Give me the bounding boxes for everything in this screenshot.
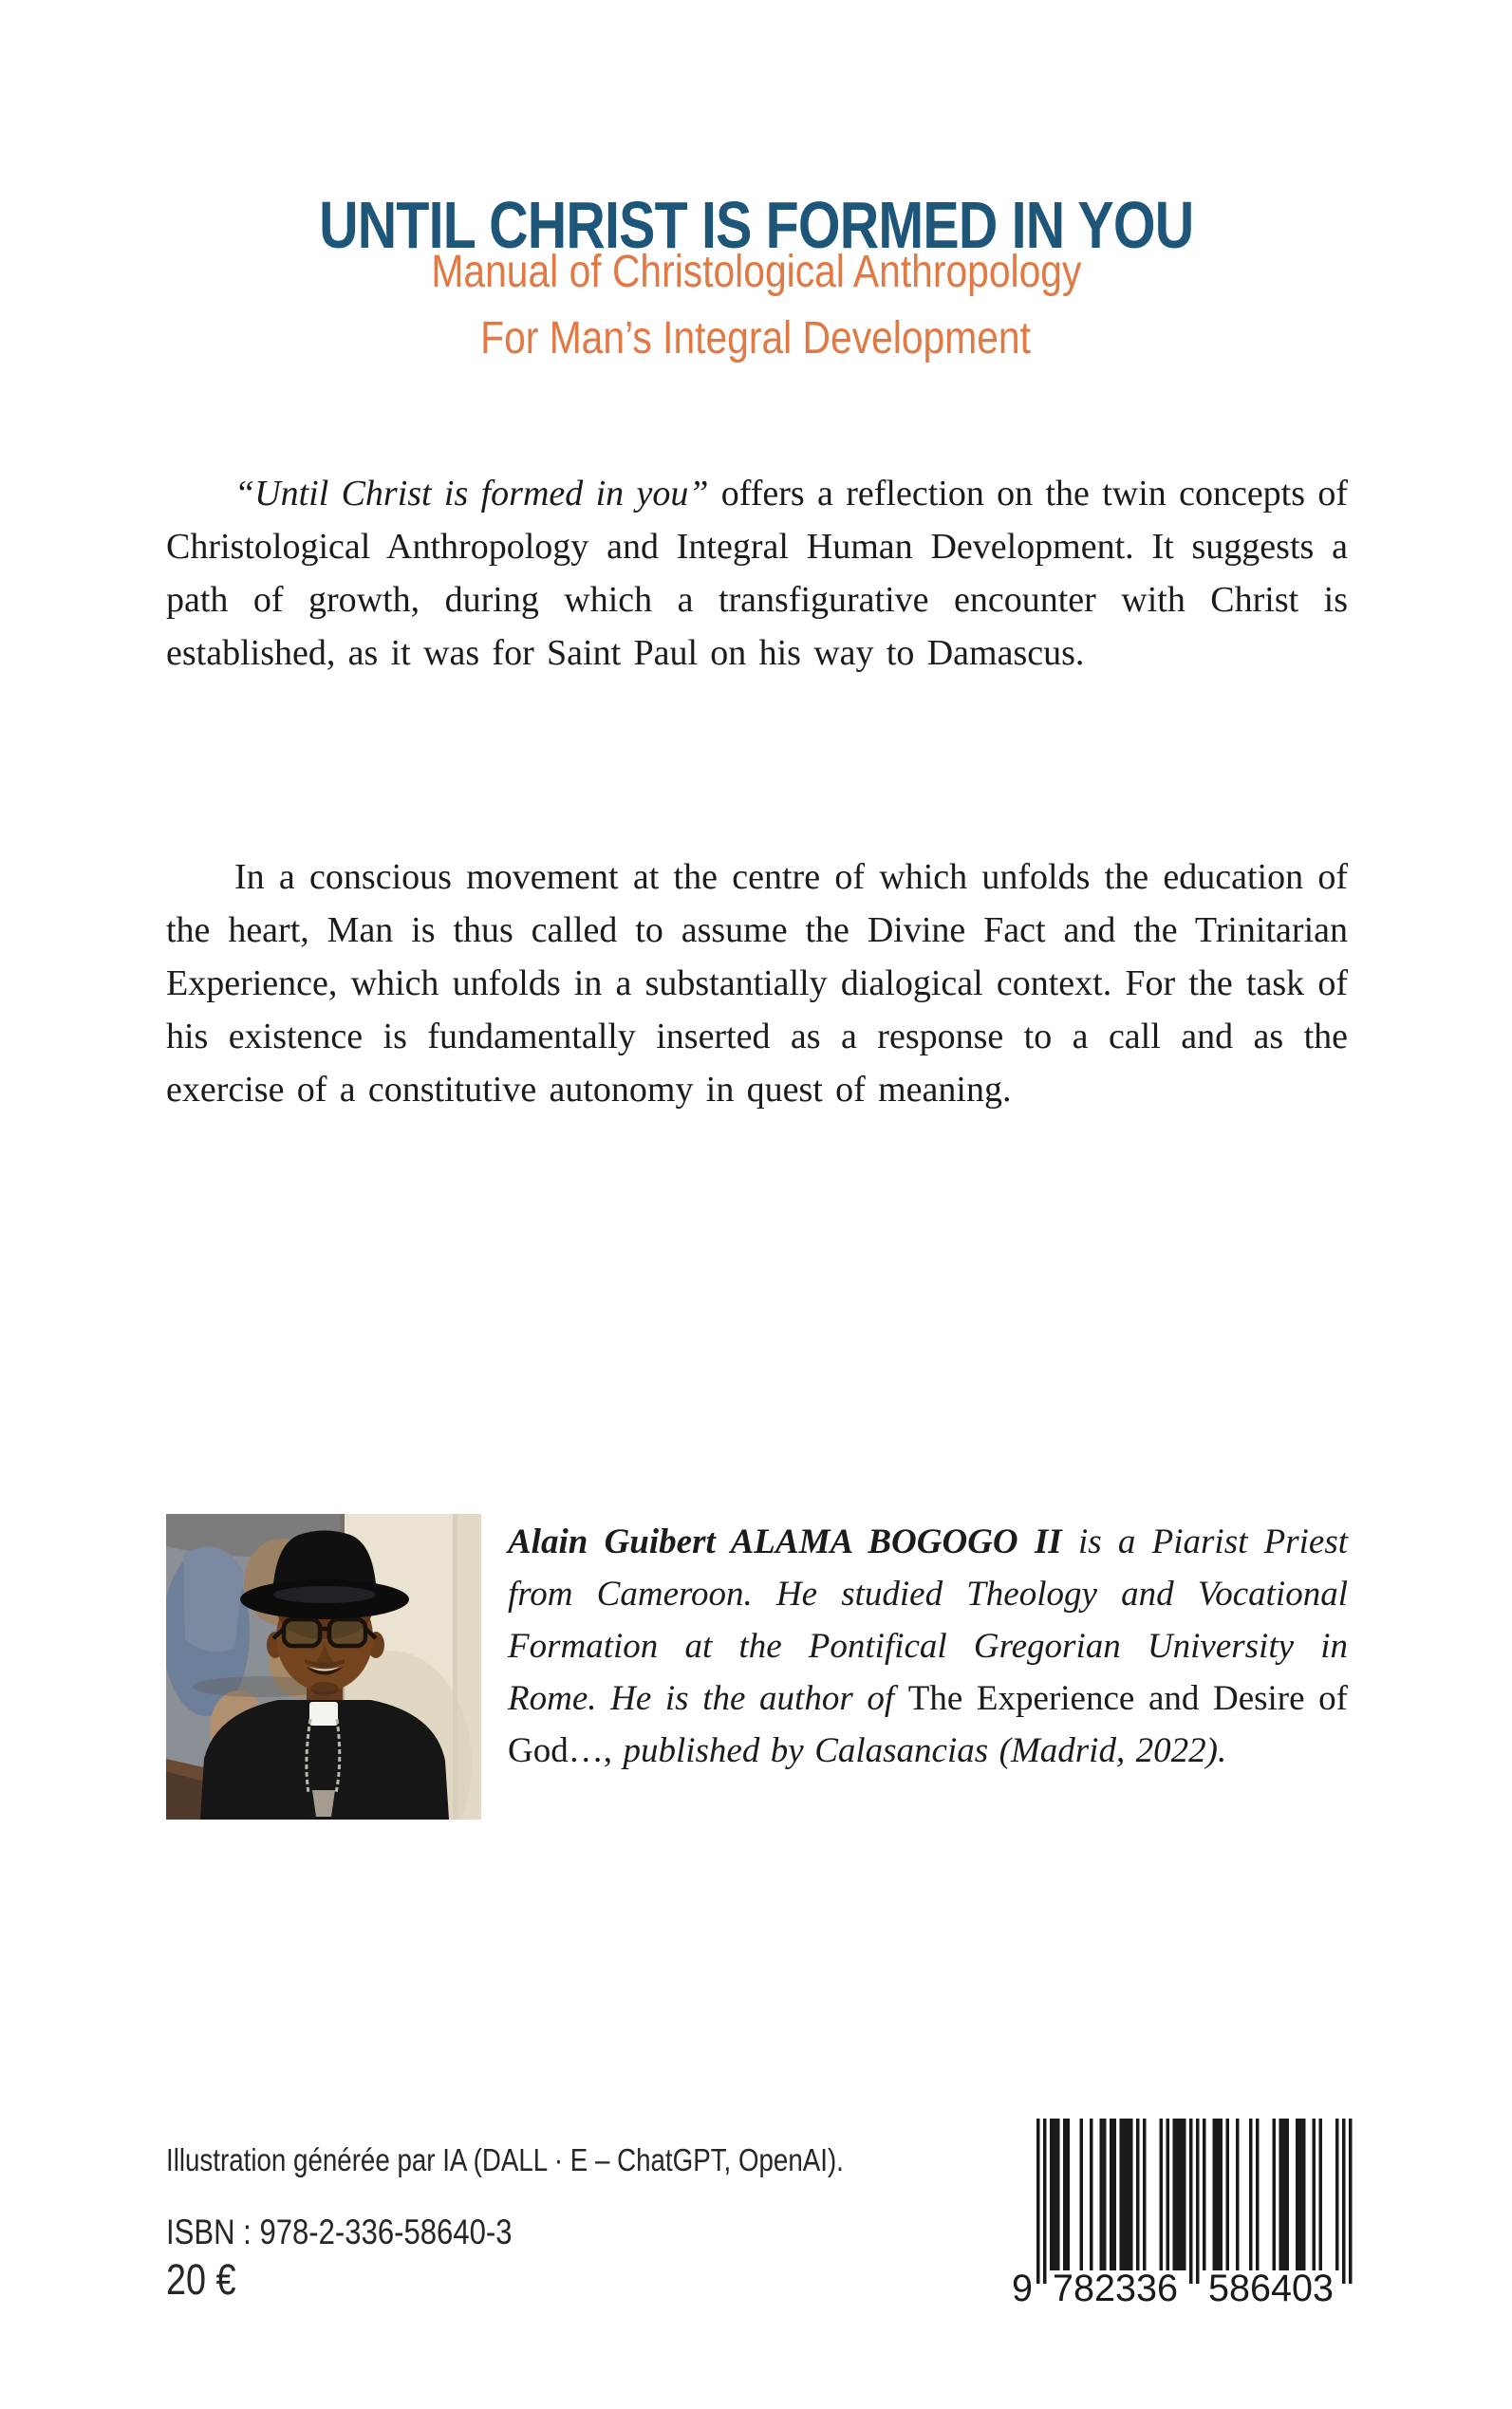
book-title-text: UNTIL CHRIST IS FORMED IN YOU [318, 187, 1194, 262]
isbn-line [166, 2212, 578, 2253]
text-segment: is a Piarist Priest from Cameroon. He studied Theology and Vocational Formation at the Pontifical Gregorian University in Rome. He is the author of [508, 1522, 1348, 1718]
svg-text:9: 9 [1012, 2268, 1033, 2305]
price-text: 20 € [166, 2255, 236, 2304]
text-segment: published by Calasancias (Madrid, 2022). [611, 1731, 1227, 1770]
synopsis-paragraph-2: In a conscious movement at the centre of which unfolds the education of the heart, Man is thus called to assume the Divine Fact and the Trinitarian Experience, which unfolds in a substantially dialogical context. For the task of his existence is fundamentally inserted as a response to a call and as the exercise of a constitutive autonomy in quest of meaning. [166, 857, 1348, 1110]
illustration-credit [166, 2141, 973, 2179]
illustration-credit-text: Illustration générée par IA (DALL · E – ChatGPT, OpenAI). [166, 2142, 844, 2177]
book-subtitle [0, 239, 1512, 372]
isbn-text: ISBN : 978-2-336-58640-3 [166, 2213, 513, 2251]
subtitle-line-1 [0, 239, 1512, 306]
author-photo [166, 1514, 481, 1820]
text-segment: offers a reflection on the twin concepts of Christological Anthropology and Integral Human Development. It suggests a path of growth, during which a transfigurative encounter with Christ is established, as it was for Saint Paul on his way to Damascus. [166, 474, 1349, 673]
subtitle-line-2-text: For Man’s Integral Development [480, 313, 1032, 364]
author-bio [508, 1514, 1348, 1820]
author-photo-illustration [166, 1514, 481, 1820]
author-section [166, 1514, 1348, 1820]
ean13-barcode [1012, 2119, 1355, 2305]
subtitle-line-1-text: Manual of Christological Anthropology [431, 247, 1081, 297]
synopsis-paragraph-1 [166, 467, 1348, 680]
svg-text:782336: 782336 [1053, 2268, 1178, 2305]
subtitle-line-2 [0, 306, 1512, 372]
text-segment: Alain Guibert ALAMA BOGOGO II [508, 1522, 1062, 1561]
svg-text:586403: 586403 [1208, 2268, 1334, 2305]
text-segment: “Until Christ is formed in you” [234, 474, 709, 514]
text-segment: The Experience and Desire of God…, [508, 1679, 1349, 1770]
price-line [166, 2255, 250, 2305]
